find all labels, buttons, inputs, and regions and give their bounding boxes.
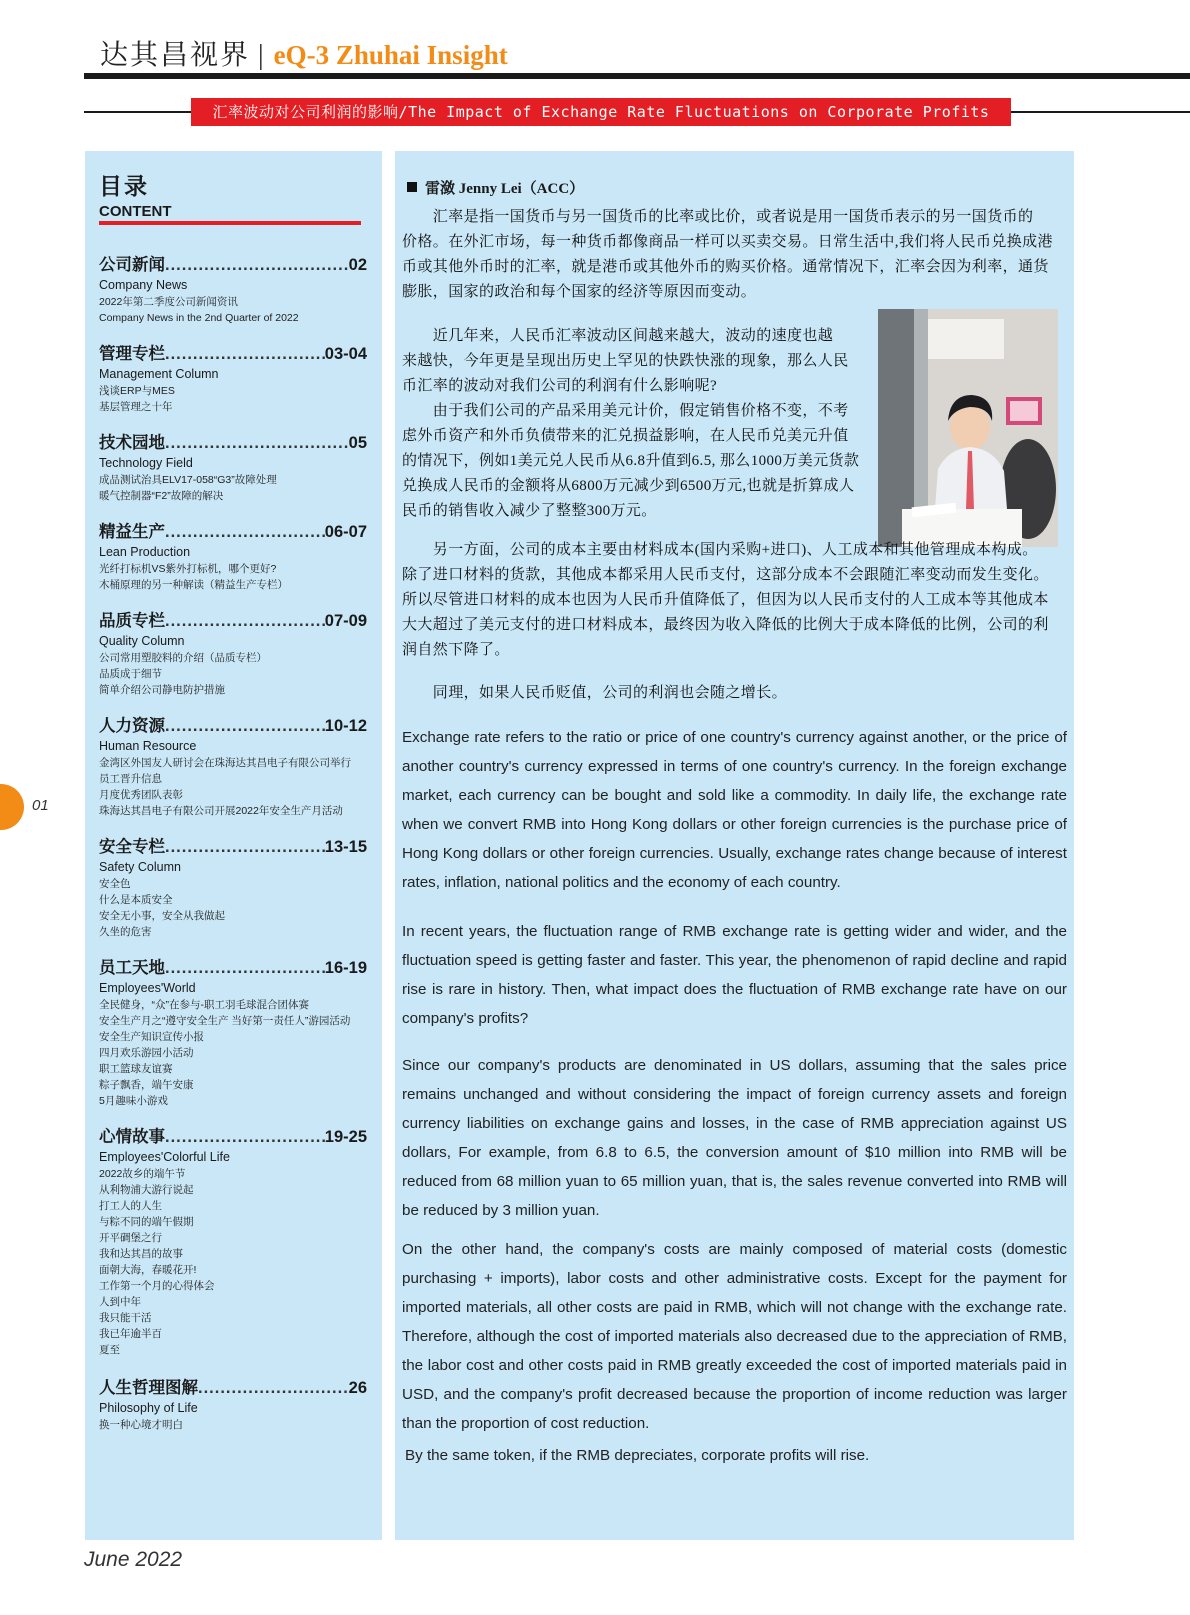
toc-entry[interactable]: 简单介绍公司静电防护措施 [99,684,225,696]
toc-entry[interactable]: 安全生产月之“遵守安全生产 当好第一责任人”游园活动 [99,1015,351,1027]
toc-entry[interactable]: 换一种心境才明白 [99,1419,183,1431]
text-line: 另一方面，公司的成本主要由材料成本(国内采购+进口)、人工成本和其他管理成本构成。 [402,542,1038,558]
article-en-paragraph-3: Since our company's products are denominated in US dollars, assuming that the sales price remains unchanged and without considering the impact of foreign currency assets and foreign currency liabilities on exchange gains and losses, in the case of RMB appreciation against US dollars, For example, from 6.8 to 6.5, the conversion amount of $10 million into RMB will be reduced from 68 million yuan to 65 million yuan, that is, the sales revenue converted into RMB will be reduced by 3 million yuan. [402,1057,1067,1219]
toc-dot-leader [165,344,325,364]
text-line: 所以尽管进口材料的成本也因为人民币升值降低了，但因为以人民币支付的人工成本等其他成本 [402,592,1049,608]
toc-page-number: 03-04 [324,345,367,363]
toc-dot-leader [165,958,325,978]
toc-entry[interactable]: 面朝大海，春暖花开! [99,1264,197,1276]
toc-page-number: 26 [348,1379,367,1397]
toc-section-title: 精益生产 [99,523,165,541]
toc-entry[interactable]: 四月欢乐游园小活动 [99,1047,194,1059]
toc-underline [99,221,361,225]
page-number: 01 [32,797,49,814]
article-en-paragraph-1: Exchange rate refers to the ratio or price of one country's currency against another, or the price of another country's currency expressed in terms of one country's currency. In the foreign exchange market, each currency can be bought and sold like a commodity. In daily life, the exchange rate when we convert RMB into Hong Kong dollars or other foreign currencies is the purchase price of Hong Kong dollars or other foreign currencies. Usually, exchange rates change because of interest rates, inflation, national politics and the economy of each country. [402,729,1067,891]
toc-entry[interactable]: 安全色 [99,878,131,890]
toc-entry[interactable]: 我和达其昌的故事 [99,1248,183,1260]
text-line: 民币的销售收入减少了整整300万元。 [402,503,657,519]
toc-entry[interactable]: 安全生产知识宣传小报 [99,1031,204,1043]
toc-entry[interactable]: 人到中年 [99,1296,141,1308]
toc-section-header[interactable] [99,344,367,364]
toc-entry[interactable]: 品质成于细节 [99,668,162,680]
toc-section-subtitle: Management Column [99,367,219,381]
toc-entry[interactable]: 安全无小事，安全从我做起 [99,910,225,922]
toc-entry[interactable]: 粽子飘香，端午安康 [99,1079,194,1091]
toc-entry[interactable]: 职工篮球友谊赛 [99,1063,173,1075]
toc-entry[interactable]: 打工人的人生 [99,1200,162,1212]
toc-section-title: 人力资源 [99,717,165,735]
toc-entry[interactable]: 我只能干活 [99,1312,152,1324]
text-line: 除了进口材料的货款，其他成本都采用人民币支付，这部分成本不会跟随汇率变动而发生变化。 [402,567,1049,583]
text-line: 近几年来，人民币汇率波动区间越来越大，波动的速度也越 [402,328,834,344]
toc-entry[interactable]: 2022年第二季度公司新闻资讯 [99,296,238,308]
magazine-title-cn: 达其昌视界 [100,40,251,71]
toc-section[interactable] [99,611,367,698]
table-of-contents [85,151,382,1540]
article-cn-paragraph-1 [402,205,1053,305]
toc-entry[interactable]: 公司常用塑胶料的介绍（品质专栏） [99,652,267,664]
magazine-header [100,33,508,73]
toc-entry[interactable]: 月度优秀团队表彰 [99,789,183,801]
toc-section-subtitle: Safety Column [99,860,181,874]
header-separator: | [258,40,266,71]
text-line: 币或其他外币时的汇率，就是港币或其他外币的购买价格。通常情况下，汇率会因为利率，通货 [402,259,1049,275]
article-panel [395,151,1074,1540]
toc-page-number: 19-25 [324,1128,367,1146]
toc-section[interactable] [99,716,367,819]
toc-section-header[interactable] [99,716,367,736]
toc-section-title: 公司新闻 [99,256,165,274]
toc-entry[interactable]: 员工晋升信息 [99,773,162,785]
toc-section-list [99,255,367,1433]
article-cn-paragraph-4: 同理，如果人民币贬值，公司的利润也会随之增长。 [402,685,788,701]
toc-entry[interactable]: 光纤打标机VS紫外打标机，哪个更好? [99,563,277,575]
toc-entry[interactable]: Company News in the 2nd Quarter of 2022 [99,312,299,324]
toc-section-title: 品质专栏 [99,612,165,630]
toc-section-subtitle: Technology Field [99,456,193,470]
toc-section-title: 管理专栏 [99,345,165,363]
toc-section[interactable] [99,958,367,1109]
toc-page-number: 06-07 [324,523,367,541]
article-cn-paragraph-2 [402,324,859,524]
toc-section-header[interactable] [99,958,367,978]
toc-dot-leader [165,255,349,275]
toc-entry[interactable]: 金湾区外国友人研讨会在珠海达其昌电子有限公司举行 [99,757,351,769]
toc-entry[interactable]: 全民健身，“众”在参与-职工羽毛球混合团体赛 [99,999,309,1011]
author-photo-illustration [878,309,1058,547]
page-tab-marker [0,784,24,830]
toc-section-subtitle: Company News [99,278,188,292]
toc-page-number: 13-15 [324,838,367,856]
text-line: 由于我们公司的产品采用美元计价，假定销售价格不变，不考 [402,403,849,419]
article-cn-paragraph-3 [402,538,1049,663]
text-line: 膨胀，国家的政治和每个国家的经济等原因而变动。 [402,284,757,300]
toc-section-header[interactable] [99,255,367,275]
toc-section-title: 技术园地 [99,434,165,452]
text-line: 润自然下降了。 [402,642,510,658]
toc-dot-leader [165,522,325,542]
toc-section[interactable] [99,344,367,415]
toc-dot-leader [198,1378,349,1398]
magazine-title-en: eQ-3 Zhuhai Insight [273,40,508,70]
toc-entry[interactable]: 从利物浦大游行说起 [99,1184,194,1196]
text-line: 兑换成人民币的金额将从6800万元减少到6500万元,也就是折算成人 [402,478,855,494]
toc-dot-leader [165,716,325,736]
toc-section-header[interactable] [99,433,367,453]
toc-section-header[interactable] [99,522,367,542]
toc-heading-cn: 目录 [99,173,149,199]
toc-section-header[interactable] [99,1378,367,1398]
toc-page-number: 02 [348,256,367,274]
toc-section-subtitle: Employees'Colorful Life [99,1150,230,1164]
text-line: 来越快，今年更是呈现出历史上罕见的快跌快涨的现象，那么人民 [402,353,849,369]
text-line: 虑外币资产和外币负债带来的汇兑损益影响，在人民币兑美元升值 [402,428,849,444]
toc-section[interactable] [99,837,367,940]
toc-page-number: 07-09 [324,612,367,630]
toc-section-subtitle: Human Resource [99,739,197,753]
toc-entry[interactable]: 浅谈ERP与MES [99,385,175,397]
text-line: 币汇率的波动对我们公司的利润有什么影响呢? [402,378,718,394]
text-line: 的情况下，例如1美元兑人民币从6.8升值到6.5, 那么1000万美元货款 [402,453,860,469]
toc-dot-leader [165,433,349,453]
issue-date: June 2022 [84,1548,183,1571]
toc-entry[interactable]: 基层管理之十年 [99,401,173,413]
toc-section-subtitle: Lean Production [99,545,191,559]
article-en-paragraph-2: In recent years, the fluctuation range of RMB exchange rate is getting wider and wider, and the fluctuation speed is getting faster and faster. This year, the phenomenon of rapid decline and rapid rise is rare in history. Then, what impact does the fluctuation of RMB exchange rate have on our company's profits? [402,923,1067,1027]
toc-entry[interactable]: 我已年逾半百 [99,1328,162,1340]
toc-entry[interactable]: 夏至 [99,1344,120,1356]
toc-entry[interactable]: 与粽不同的端午假期 [99,1216,194,1228]
toc-section-header[interactable] [99,837,367,857]
toc-section[interactable] [99,255,367,326]
toc-section-subtitle: Employees'World [99,981,196,995]
toc-section-title: 心情故事 [99,1128,165,1146]
article-en-paragraph-5: By the same token, if the RMB depreciates, corporate profits will rise. [405,1447,870,1464]
toc-dot-leader [165,837,325,857]
toc-section-subtitle: Philosophy of Life [99,1401,198,1415]
text-line: 大大超过了美元支付的进口材料成本，最终因为收入降低的比例大于成本降低的比例，公司的利 [402,617,1049,633]
article-en-paragraph-4: On the other hand, the company's costs are mainly composed of material costs (domestic purchasing + imports), labor costs and other administrative costs. Except for the payment for imported materials, all other costs are paid in RMB, which will not change with the exchange rate. Therefore, although the cost of imported materials also decreased due to the appreciation of RMB, the labor cost and other costs paid in RMB greatly exceeded the cost of imported materials paid in USD, and the company's profit decreased because the proportion of income reduction was larger than the proportion of cost reduction. [402,1241,1067,1432]
toc-entry[interactable]: 久坐的危害 [99,926,152,938]
toc-section[interactable] [99,1127,367,1358]
toc-entry[interactable]: 暖气控制器“F2”故障的解决 [99,490,224,502]
header-rule [84,73,1190,79]
toc-heading [99,168,172,220]
article-author [407,177,584,198]
toc-entry[interactable]: 工作第一个月的心得体会 [99,1280,215,1292]
toc-heading-en: CONTENT [99,203,172,220]
toc-dot-leader [165,1127,325,1147]
toc-section-header[interactable] [99,611,367,631]
toc-section-header[interactable] [99,1127,367,1147]
toc-dot-leader [165,611,325,631]
toc-entry[interactable]: 珠海达其昌电子有限公司开展2022年安全生产月活动 [99,805,343,817]
toc-entry[interactable]: 成品测试治具ELV17-058“G3”故障处理 [99,474,277,486]
toc-section-title: 人生哲理图解 [99,1379,198,1397]
bullet-square-icon [407,182,417,192]
toc-section[interactable] [99,1378,367,1433]
author-photo [878,309,1058,547]
author-name: 雷潋 Jenny Lei（ACC） [425,181,585,197]
article-title-banner: 汇率波动对公司利润的影响/The Impact of Exchange Rate Fluctuations on Corporate Profits [191,98,1011,126]
toc-page-number: 10-12 [324,717,367,735]
text-line: 汇率是指一国货币与另一国货币的比率或比价，或者说是用一国货币表示的另一国货币的 [402,209,1034,225]
toc-page-number: 05 [348,434,367,452]
toc-section-title: 安全专栏 [99,838,165,856]
toc-entry[interactable]: 开平碉堡之行 [99,1232,162,1244]
toc-entry[interactable]: 5月趣味小游戏 [99,1095,168,1107]
toc-entry[interactable]: 木桶原理的另一种解读（精益生产专栏） [99,579,288,591]
toc-section-subtitle: Quality Column [99,634,185,648]
toc-section[interactable] [99,522,367,593]
toc-entry[interactable]: 2022故乡的端午节 [99,1168,186,1180]
toc-section[interactable] [99,433,367,504]
text-line: 价格。在外汇市场，每一种货币都像商品一样可以买卖交易。日常生活中,我们将人民币兑换成港 [402,234,1053,250]
toc-section-title: 员工天地 [99,959,165,977]
toc-page-number: 16-19 [324,959,367,977]
toc-entry[interactable]: 什么是本质安全 [99,894,173,906]
